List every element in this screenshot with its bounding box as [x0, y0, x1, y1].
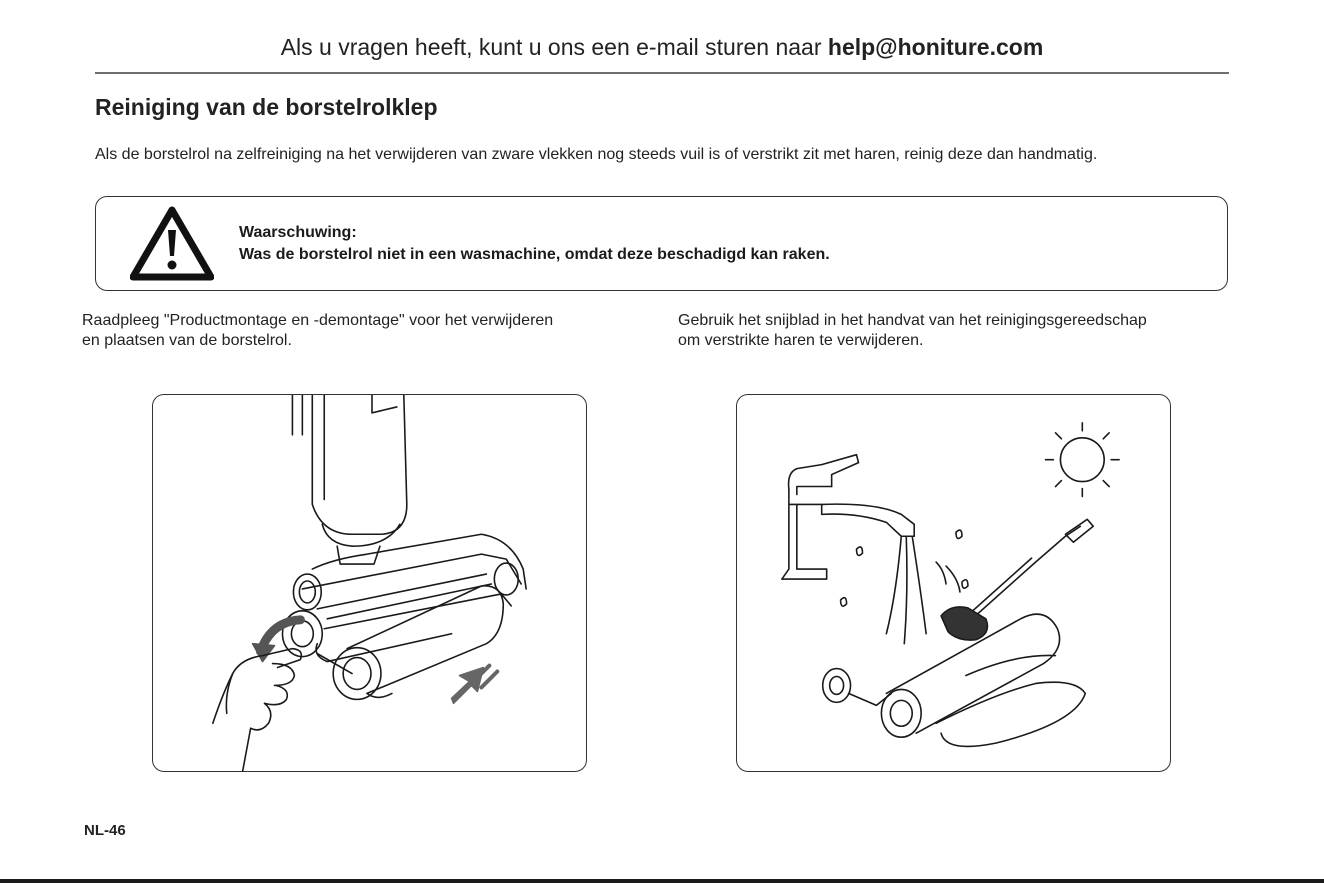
- instruction-left-line1: Raadpleeg "Productmontage en -demontage" voor het verwijderen: [82, 312, 554, 329]
- header-email-link[interactable]: help@honiture.com: [827, 34, 1044, 60]
- instruction-right: [678, 311, 1238, 351]
- section-title: Reiniging van de borstelrolklep: [95, 94, 438, 120]
- warning-triangle-icon: [130, 206, 214, 282]
- brush-roller-washing-drawing: [737, 395, 1170, 771]
- brush-roller-washing-drying-illustration: [736, 394, 1171, 772]
- warning-box: [95, 196, 1228, 291]
- instruction-left-line2: en plaatsen van de borstelrol.: [82, 332, 292, 349]
- section-intro: Als de borstelrol na zelfreiniging na het verwijderen van zware vlekken nog steeds vuil is of verstrikt zit met haren, reinig deze dan handmatig.: [95, 146, 1098, 163]
- instruction-left: [82, 311, 642, 351]
- instruction-right-line1: Gebruik het snijblad in het handvat van het reinigingsgereedschap: [678, 312, 1147, 329]
- warning-text: Was de borstelrol niet in een wasmachine, omdat deze beschadigd kan raken.: [239, 246, 830, 263]
- page-bottom-border: [0, 879, 1324, 883]
- instruction-right-line2: om verstrikte haren te verwijderen.: [678, 332, 924, 349]
- brush-roller-removal-illustration: [152, 394, 587, 772]
- header-contact-line: [0, 34, 1324, 61]
- page-number: NL-46: [84, 822, 126, 839]
- header-contact-text: Als u vragen heeft, kunt u ons een e-mail sturen naar: [280, 34, 828, 60]
- warning-title: Waarschuwing:: [239, 224, 357, 241]
- brush-roller-removal-drawing: [153, 395, 586, 771]
- header-divider: [95, 72, 1229, 74]
